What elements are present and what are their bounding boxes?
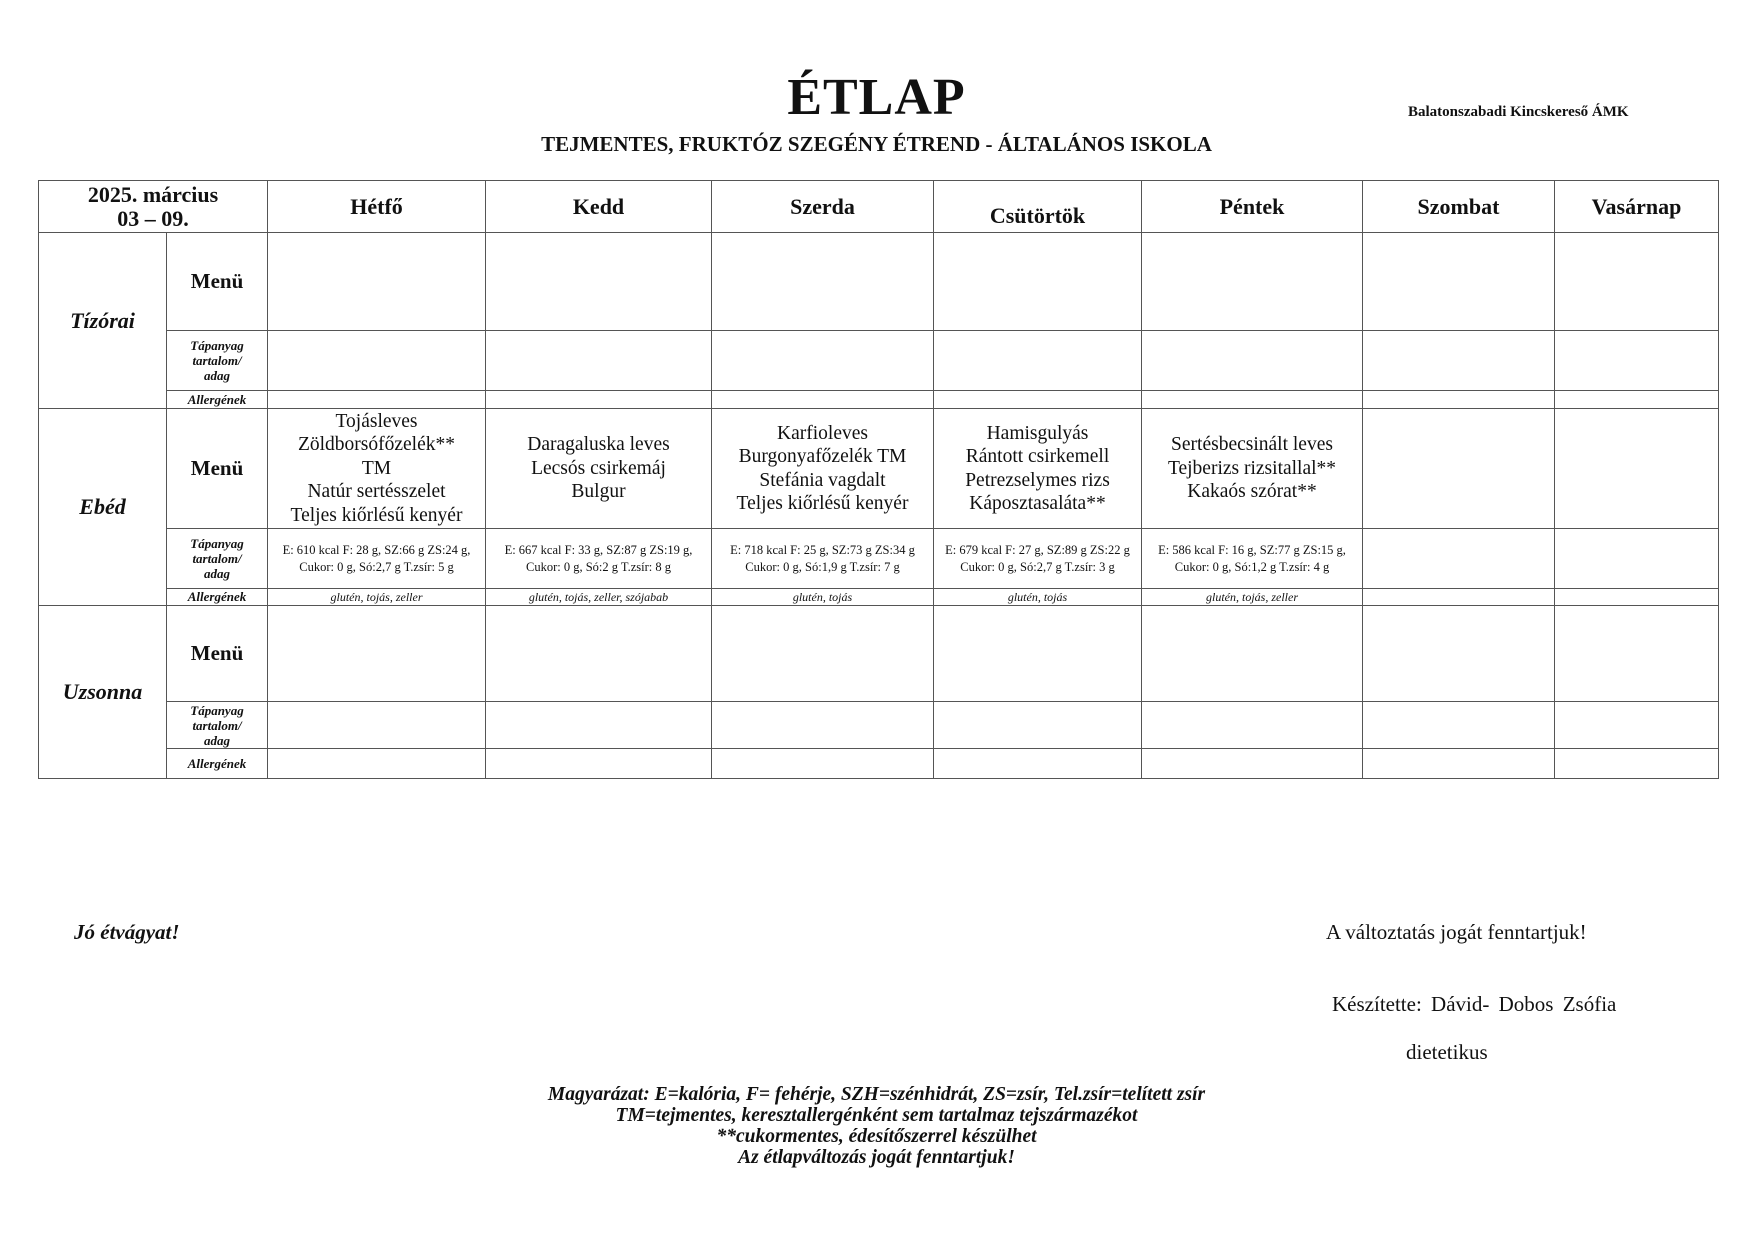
nutrition-cell <box>1555 529 1719 589</box>
day-header-sunday: Vasárnap <box>1555 181 1719 233</box>
legend-line: **cukormentes, édesítőszerrel készülhet <box>716 1126 1037 1147</box>
allergen-cell <box>934 749 1142 779</box>
row-label-nutrition <box>167 702 268 749</box>
allergen-cell <box>268 391 486 409</box>
page-title: ÉTLAP <box>787 69 966 126</box>
dish-line: Káposztasaláta** <box>969 493 1106 514</box>
row-label-allergens: Allergének <box>167 589 268 606</box>
nutrition-cell <box>934 331 1142 391</box>
dish-line: Karfioleves <box>777 422 868 444</box>
allergen-cell <box>1363 749 1555 779</box>
lunch-menu-friday <box>1142 409 1363 529</box>
nutrition-label-line: adag <box>204 732 230 748</box>
lunch-menu-wednesday <box>712 409 934 529</box>
allergen-cell <box>1555 589 1719 606</box>
allergen-cell <box>934 391 1142 409</box>
dish-line: Bulgur <box>571 481 626 503</box>
nutrition-cell <box>712 702 934 749</box>
author-line: Készítette: Dávid- Dobos Zsófia <box>1332 992 1617 1016</box>
menu-cell <box>1142 233 1363 331</box>
lunch-nutrition-monday: E: 610 kcal F: 28 g, SZ:66 g ZS:24 g, Cukor: 0 g, Só:2,7 g T.zsír: 5 g <box>268 529 486 589</box>
greeting-text: Jó étvágyat! <box>74 920 180 944</box>
nutrition-cell <box>1363 331 1555 391</box>
nutrition-cell <box>268 702 486 749</box>
allergen-cell <box>1142 391 1363 409</box>
row-label-nutrition <box>167 331 268 391</box>
row-label-allergens: Allergének <box>167 391 268 409</box>
lunch-menu-thursday <box>934 409 1142 529</box>
allergen-cell <box>268 749 486 779</box>
legend-line: TM=tejmentes, keresztallergénként sem tartalmaz tejszármazékot <box>615 1105 1138 1126</box>
meal-label-ebed: Ebéd <box>39 409 167 606</box>
tizorai-allergens-row <box>39 391 1719 409</box>
uzsonna-menu-row <box>39 606 1719 702</box>
menu-cell <box>712 606 934 702</box>
dish-line: Stefánia vagdalt <box>759 469 886 491</box>
dish-line: Sertésbecsinált leves <box>1171 434 1333 456</box>
dish-line: Lecsós csirkemáj <box>531 457 666 479</box>
meal-label-tizorai: Tízórai <box>39 233 167 409</box>
legend-block <box>0 1084 1753 1168</box>
nutrition-label-line: Tápanyag <box>190 536 244 551</box>
header-row <box>39 181 1719 233</box>
lunch-menu-monday <box>268 409 486 529</box>
allergen-cell <box>1142 749 1363 779</box>
menu-cell <box>1555 606 1719 702</box>
lunch-allergens-tuesday: glutén, tojás, zeller, szójabab <box>486 589 712 606</box>
dish-line: Tejberizs rizsitallal** <box>1167 457 1337 479</box>
nutrition-label-line: adag <box>204 566 230 581</box>
menu-cell <box>1363 409 1555 529</box>
nutrition-cell <box>1363 529 1555 589</box>
nutrition-cell <box>1142 702 1363 749</box>
lunch-nutrition-wednesday: E: 718 kcal F: 25 g, SZ:73 g ZS:34 g Cukor: 0 g, Só:1,9 g T.zsír: 7 g <box>712 529 934 589</box>
nutrition-label-line: tartalom/ <box>192 551 242 566</box>
dish-line: Teljes kiőrlésű kenyér <box>290 504 463 526</box>
menu-cell <box>1555 233 1719 331</box>
day-header-wednesday: Szerda <box>712 181 934 233</box>
lunch-allergens-friday: glutén, tojás, zeller <box>1142 589 1363 606</box>
lunch-allergens-thursday: glutén, tojás <box>934 589 1142 606</box>
nutrition-label-line: Tápanyag <box>190 338 244 353</box>
dish-line: Natúr sertésszelet <box>307 481 446 503</box>
row-label-menu: Menü <box>167 233 268 331</box>
nutrition-cell <box>1555 331 1719 391</box>
nutrition-label-line: tartalom/ <box>192 353 242 368</box>
lunch-nutrition-tuesday: E: 667 kcal F: 33 g, SZ:87 g ZS:19 g, Cukor: 0 g, Só:2 g T.zsír: 8 g <box>486 529 712 589</box>
menu-cell <box>934 233 1142 331</box>
nutrition-cell <box>1142 331 1363 391</box>
legend-line: Az étlapváltozás jogát fenntartjuk! <box>738 1147 1015 1168</box>
nutrition-label-line: Tápanyag <box>190 702 244 718</box>
dish-line: TM <box>361 457 392 479</box>
nutrition-label-line: adag <box>204 368 230 383</box>
dish-line: Daragaluska leves <box>527 434 670 456</box>
menu-cell <box>486 233 712 331</box>
allergen-cell <box>486 749 712 779</box>
nutrition-cell <box>486 702 712 749</box>
allergen-cell <box>712 749 934 779</box>
dish-line: Kakaós szórat** <box>1187 481 1317 503</box>
menu-cell <box>486 606 712 702</box>
menu-cell <box>934 606 1142 702</box>
meal-label-uzsonna: Uzsonna <box>39 606 167 779</box>
dish-line: Zöldborsófőzelék** <box>297 434 456 456</box>
lunch-allergens-monday: glutén, tojás, zeller <box>268 589 486 606</box>
author-role: dietetikus <box>1406 1040 1488 1064</box>
allergen-cell <box>712 391 934 409</box>
row-label-menu: Menü <box>167 409 268 529</box>
row-label-allergens: Allergének <box>167 749 268 779</box>
institution-name: Balatonszabadi Kincskereső ÁMK <box>1408 104 1629 120</box>
date-line-1: 2025. március <box>87 181 219 207</box>
dish-line: Teljes kiőrlésű kenyér <box>736 493 909 514</box>
dish-line: Hamisgulyás <box>986 422 1089 444</box>
menu-cell <box>1555 409 1719 529</box>
allergen-cell <box>1555 749 1719 779</box>
menu-cell <box>712 233 934 331</box>
ebed-menu-row <box>39 409 1719 529</box>
row-label-nutrition <box>167 529 268 589</box>
nutrition-cell <box>934 702 1142 749</box>
menu-cell <box>268 606 486 702</box>
tizorai-menu-row <box>39 233 1719 331</box>
tizorai-nutrition-row <box>39 331 1719 391</box>
allergen-cell <box>1363 589 1555 606</box>
day-header-thursday: Csütörtök <box>934 181 1142 233</box>
rights-notice: A változtatás jogát fenntartjuk! <box>1326 920 1587 944</box>
date-line-2: 03 – 09. <box>117 205 189 231</box>
legend-line: Magyarázat: E=kalória, F= fehérje, SZH=szénhidrát, ZS=zsír, Tel.zsír=telített zsír <box>547 1084 1206 1105</box>
day-header-saturday: Szombat <box>1363 181 1555 233</box>
allergen-cell <box>1363 391 1555 409</box>
dish-line: Burgonyafőzelék TM <box>738 446 907 467</box>
dish-line: Rántott csirkemell <box>965 446 1110 467</box>
nutrition-cell <box>712 331 934 391</box>
uzsonna-allergens-row <box>39 749 1719 779</box>
lunch-nutrition-friday: E: 586 kcal F: 16 g, SZ:77 g ZS:15 g, Cukor: 0 g, Só:1,2 g T.zsír: 4 g <box>1142 529 1363 589</box>
date-range-cell <box>39 181 268 233</box>
allergen-cell <box>486 391 712 409</box>
allergen-cell <box>1555 391 1719 409</box>
page-subtitle: TEJMENTES, FRUKTÓZ SZEGÉNY ÉTREND - ÁLTALÁNOS ISKOLA <box>541 132 1212 156</box>
nutrition-cell <box>1363 702 1555 749</box>
nutrition-cell <box>486 331 712 391</box>
menu-cell <box>268 233 486 331</box>
dish-line: Tojásleves <box>335 410 418 432</box>
lunch-menu-tuesday <box>486 409 712 529</box>
dish-line: Petrezselymes rizs <box>965 469 1110 491</box>
day-header-monday: Hétfő <box>268 181 486 233</box>
day-header-tuesday: Kedd <box>486 181 712 233</box>
nutrition-label-line: tartalom/ <box>192 717 242 733</box>
menu-cell <box>1363 606 1555 702</box>
menu-cell <box>1142 606 1363 702</box>
ebed-nutrition-row <box>39 529 1719 589</box>
uzsonna-nutrition-row <box>39 702 1719 749</box>
weekly-menu-table <box>38 180 1719 779</box>
nutrition-cell <box>1555 702 1719 749</box>
ebed-allergens-row <box>39 589 1719 606</box>
menu-cell <box>1363 233 1555 331</box>
lunch-nutrition-thursday: E: 679 kcal F: 27 g, SZ:89 g ZS:22 g Cukor: 0 g, Só:2,7 g T.zsír: 3 g <box>934 529 1142 589</box>
row-label-menu: Menü <box>167 606 268 702</box>
day-header-friday: Péntek <box>1142 181 1363 233</box>
nutrition-cell <box>268 331 486 391</box>
lunch-allergens-wednesday: glutén, tojás <box>712 589 934 606</box>
